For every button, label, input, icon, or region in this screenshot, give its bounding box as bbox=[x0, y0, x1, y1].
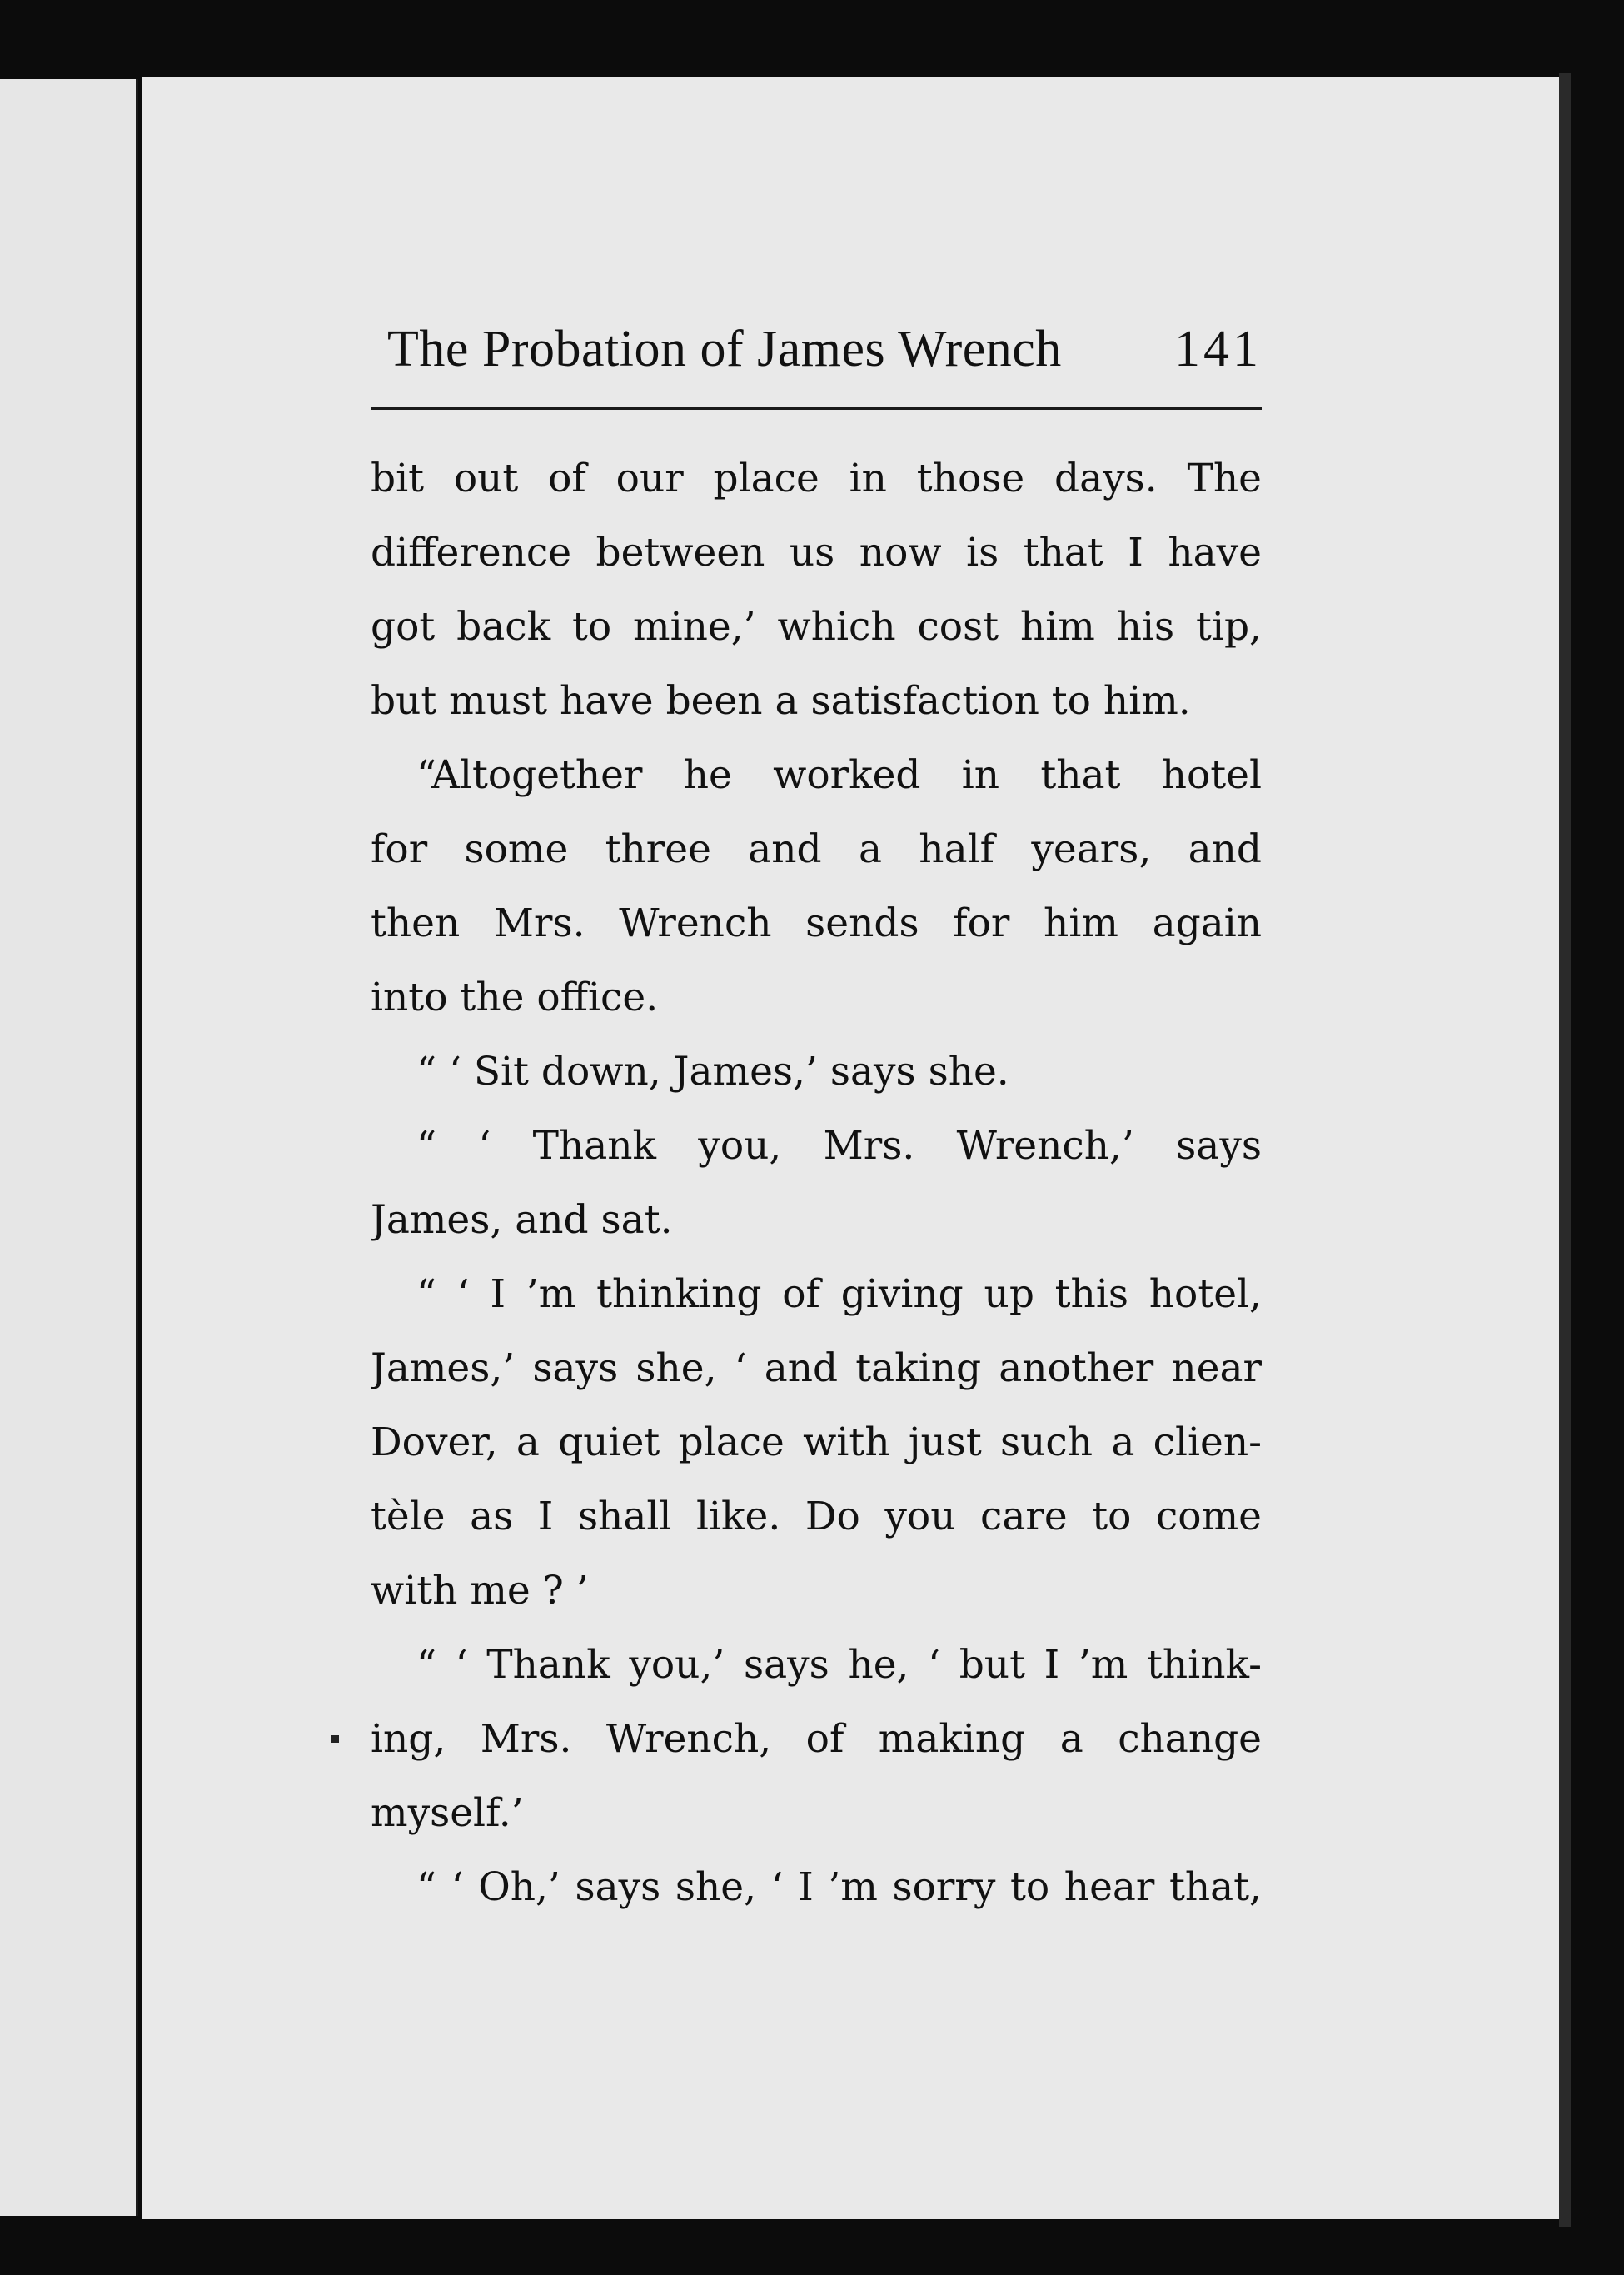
text-line: “ ‘ I ’m thinking of giving up this hotel, bbox=[416, 1271, 1262, 1317]
text-line: difference between us now is that I have bbox=[371, 530, 1262, 576]
text-line: then Mrs. Wrench sends for him again bbox=[371, 901, 1262, 946]
margin-mark bbox=[331, 1735, 339, 1743]
text-line: “ ‘ Thank you, Mrs. Wrench,’ says bbox=[416, 1123, 1262, 1169]
running-title: The Probation of James Wrench bbox=[387, 321, 1062, 377]
text-line: Dover, a quiet place with just such a clien- bbox=[371, 1419, 1262, 1465]
text-line: but must have been a satisfaction to him. bbox=[371, 678, 1191, 724]
text-line: got back to mine,’ which cost him his tip, bbox=[371, 604, 1262, 650]
text-line: myself.’ bbox=[371, 1790, 524, 1836]
page-number: 141 bbox=[1174, 321, 1262, 377]
page-edge-shadow bbox=[1559, 73, 1571, 2227]
facing-page-edge bbox=[0, 79, 138, 2216]
text-line: “Altogether he worked in that hotel bbox=[416, 752, 1262, 798]
body-text bbox=[371, 442, 1262, 1924]
header-rule bbox=[371, 407, 1262, 410]
text-line: bit out of our place in those days. The bbox=[371, 456, 1262, 501]
text-line: James,’ says she, ‘ and taking another near bbox=[371, 1345, 1262, 1391]
text-line: for some three and a half years, and bbox=[371, 826, 1262, 872]
text-line: James, and sat. bbox=[371, 1197, 673, 1243]
text-line: tèle as I shall like. Do you care to come bbox=[371, 1494, 1262, 1539]
running-header bbox=[371, 315, 1262, 382]
text-line: ing, Mrs. Wrench, of making a change bbox=[371, 1716, 1262, 1762]
text-line: with me ? ’ bbox=[371, 1568, 589, 1614]
text-line: “ ‘ Thank you,’ says he, ‘ but I ’m think- bbox=[416, 1642, 1262, 1688]
text-line: “ ‘ Sit down, James,’ says she. bbox=[416, 1049, 1009, 1095]
text-line: “ ‘ Oh,’ says she, ‘ I ’m sorry to hear that, bbox=[416, 1864, 1262, 1910]
text-line: into the office. bbox=[371, 975, 659, 1020]
